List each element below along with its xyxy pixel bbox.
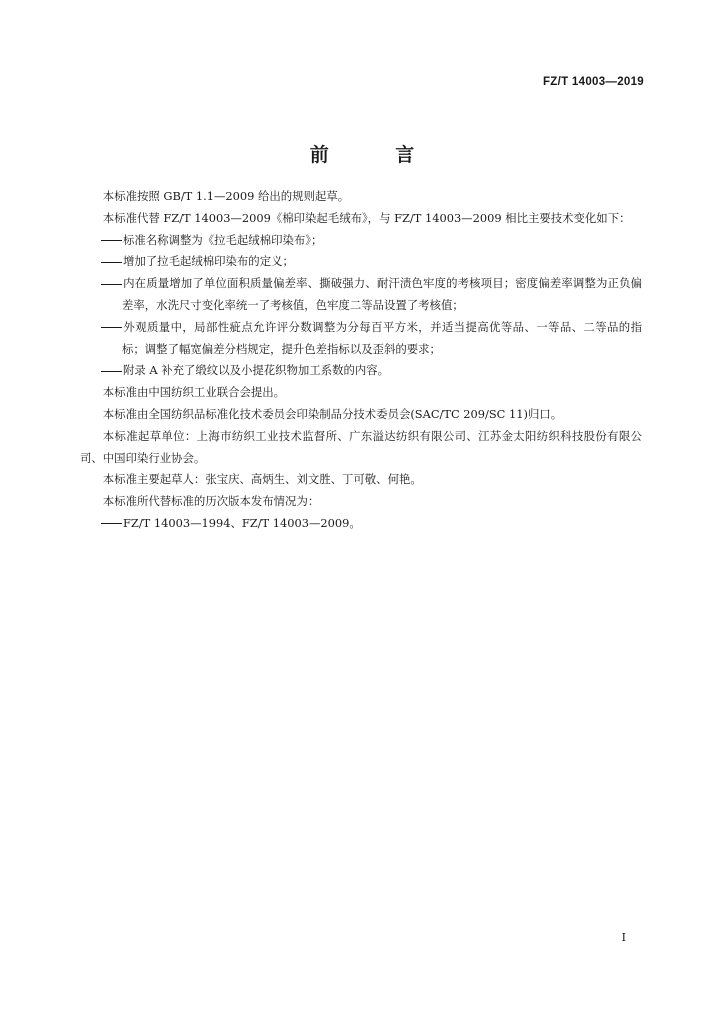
standard-code: FZ/T 14003—2019 xyxy=(542,76,644,88)
change-item: 标准名称调整为《拉毛起绒棉印染布》； xyxy=(80,230,642,252)
change-item: 外观质量中，局部性疵点允许评分数调整为分每百平方米，并适当提高优等品、一等品、二等品的指标；调整了幅宽偏差分档规定，提升色差指标以及歪斜的要求； xyxy=(80,317,642,361)
page-title: 前 言 xyxy=(309,144,445,166)
paragraph-drafting-rules: 本标准按照 GB/T 1.1—2009 给出的规则起草。 xyxy=(102,189,350,203)
paragraph-proposer: 本标准由中国纺织工业联合会提出。 xyxy=(102,385,286,400)
dash-icon xyxy=(101,371,122,372)
dash-icon xyxy=(101,327,122,328)
change-item: 增加了拉毛起绒棉印染布的定义； xyxy=(80,251,642,273)
foreword-body xyxy=(80,186,642,535)
change-item: 附录 A 补充了缎纹以及小提花织物加工系数的内容。 xyxy=(80,360,642,382)
change-item: 内在质量增加了单位面积质量偏差率、撕破强力、耐汗渍色牢度的考核项目；密度偏差率调整为正负偏差率，水洗尺寸变化率统一了考核值，色牢度二等品设置了考核值； xyxy=(80,273,642,317)
paragraph-drafters: 本标准主要起草人：张宝庆、高炳生、刘文胜、丁可敬、何艳。 xyxy=(102,472,422,487)
dash-icon xyxy=(101,523,122,524)
dash-icon xyxy=(101,240,122,241)
paragraph-drafting-units: 本标准起草单位：上海市纺织工业技术监督所、广东溢达纺织有限公司、江苏金太阳纺织科技股份有限公司、中国印染行业协会。 xyxy=(80,428,642,465)
history-item: FZ/T 14003—1994、FZ/T 14003—2009。 xyxy=(80,513,642,535)
dash-icon xyxy=(101,284,122,285)
paragraph-committee: 本标准由全国纺织品标准化技术委员会印染制品分技术委员会(SAC/TC 209/SC 11)归口。 xyxy=(102,406,563,421)
dash-icon xyxy=(101,262,122,263)
paragraph-history-intro: 本标准所代替标准的历次版本发布情况为： xyxy=(102,494,320,509)
paragraph-replacement: 本标准代替 FZ/T 14003—2009《棉印染起毛绒布》，与 FZ/T 14003—2009 相比主要技术变化如下： xyxy=(102,210,631,225)
page-number: I xyxy=(621,931,626,944)
